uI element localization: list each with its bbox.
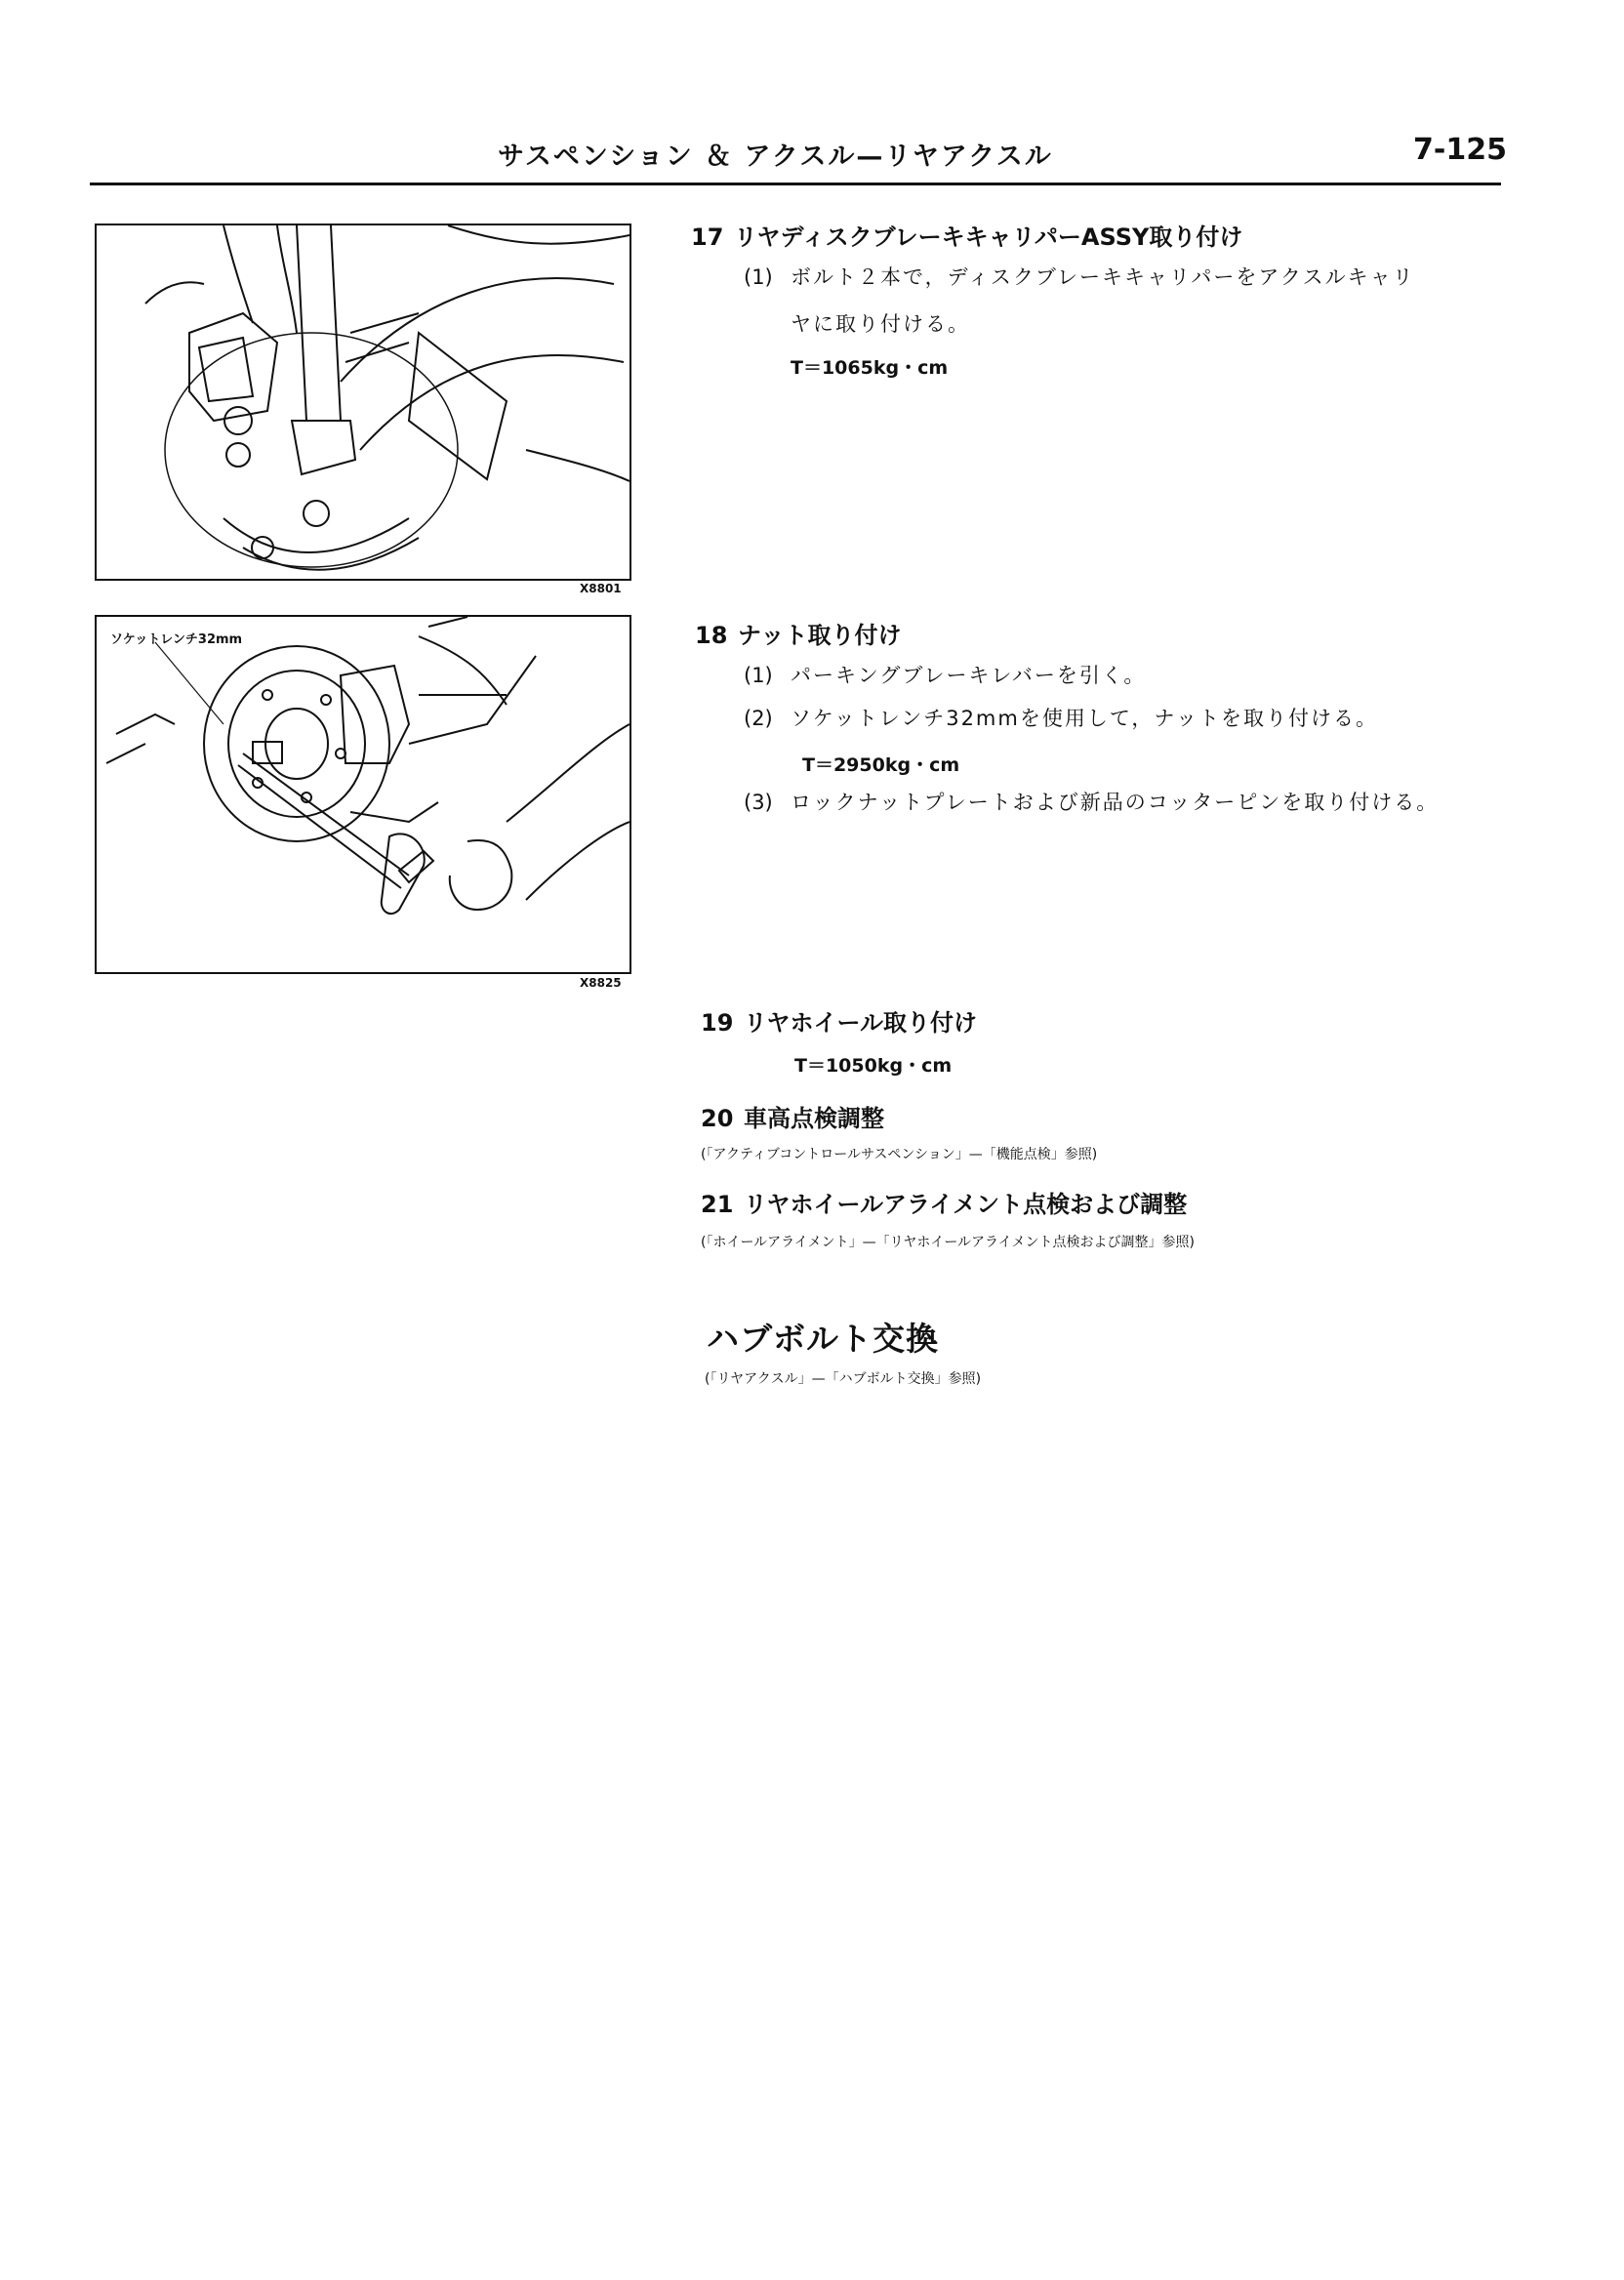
step-17-heading xyxy=(691,218,1242,252)
step-19-heading xyxy=(701,1003,977,1038)
section-title-hub-bolt: ハブボルト交換 xyxy=(707,1320,939,1358)
item-number: (2) xyxy=(744,707,773,730)
step-20-heading xyxy=(701,1099,884,1133)
page-number: 7-125 xyxy=(1413,133,1507,167)
step-number: 20 xyxy=(701,1105,734,1132)
item-number: (1) xyxy=(744,265,773,289)
step-title: 車高点検調整 xyxy=(744,1105,884,1132)
step-20-reference: (「アクティブコントロールサスペンション」—「機能点検」参照) xyxy=(701,1147,1098,1162)
step-18-item-3 xyxy=(744,787,1439,816)
step-21-reference: (「ホイールアライメント」—「リヤホイールアライメント点検および調整」参照) xyxy=(701,1235,1195,1250)
step-title: リヤホイールアライメント点検および調整 xyxy=(744,1191,1188,1218)
figure-nut-installation xyxy=(95,615,631,974)
step-18-heading xyxy=(695,616,902,650)
step-17-item-1-continued: ヤに取り付ける。 xyxy=(791,312,970,336)
figure-code: X8801 xyxy=(580,582,622,595)
step-17-torque: T＝1065kg・cm xyxy=(791,357,949,379)
step-18-torque: T＝2950kg・cm xyxy=(802,754,960,776)
item-text: ロックナットプレートおよび新品のコッターピンを取り付ける。 xyxy=(791,791,1440,814)
item-text: パーキングブレーキレバーを引く。 xyxy=(791,664,1147,687)
step-number: 21 xyxy=(701,1191,734,1218)
step-number: 17 xyxy=(691,224,724,251)
page-header-title: サスペンション ＆ アクスル—リヤアクスル xyxy=(498,142,1053,172)
item-text: ボルト２本で，ディスクブレーキキャリパーをアクスルキャリ xyxy=(791,265,1415,289)
step-19-torque: T＝1050kg・cm xyxy=(794,1055,953,1077)
item-number: (1) xyxy=(744,664,773,687)
section-reference: (「リヤアクスル」—「ハブボルト交換」参照) xyxy=(705,1371,982,1387)
figure-caliper-installation xyxy=(95,224,631,581)
figure-code: X8825 xyxy=(580,976,622,990)
step-18-item-2 xyxy=(744,703,1378,732)
step-21-heading xyxy=(701,1185,1187,1219)
item-text: ソケットレンチ32mmを使用して，ナットを取り付ける。 xyxy=(791,707,1379,730)
step-title: リヤディスクブレーキキャリパーASSY取り付け xyxy=(734,224,1243,251)
figure-label-socket-wrench: ソケットレンチ32mm xyxy=(110,632,243,647)
step-18-item-1 xyxy=(744,660,1146,689)
step-title: ナット取り付け xyxy=(738,622,902,649)
step-number: 19 xyxy=(701,1009,734,1037)
nut-installation-illustration xyxy=(97,617,629,972)
item-number: (3) xyxy=(744,791,773,814)
step-17-item-1 xyxy=(744,262,1415,291)
caliper-illustration xyxy=(97,225,629,579)
header-rule xyxy=(90,183,1501,185)
step-number: 18 xyxy=(695,622,728,649)
step-title: リヤホイール取り付け xyxy=(744,1009,978,1037)
